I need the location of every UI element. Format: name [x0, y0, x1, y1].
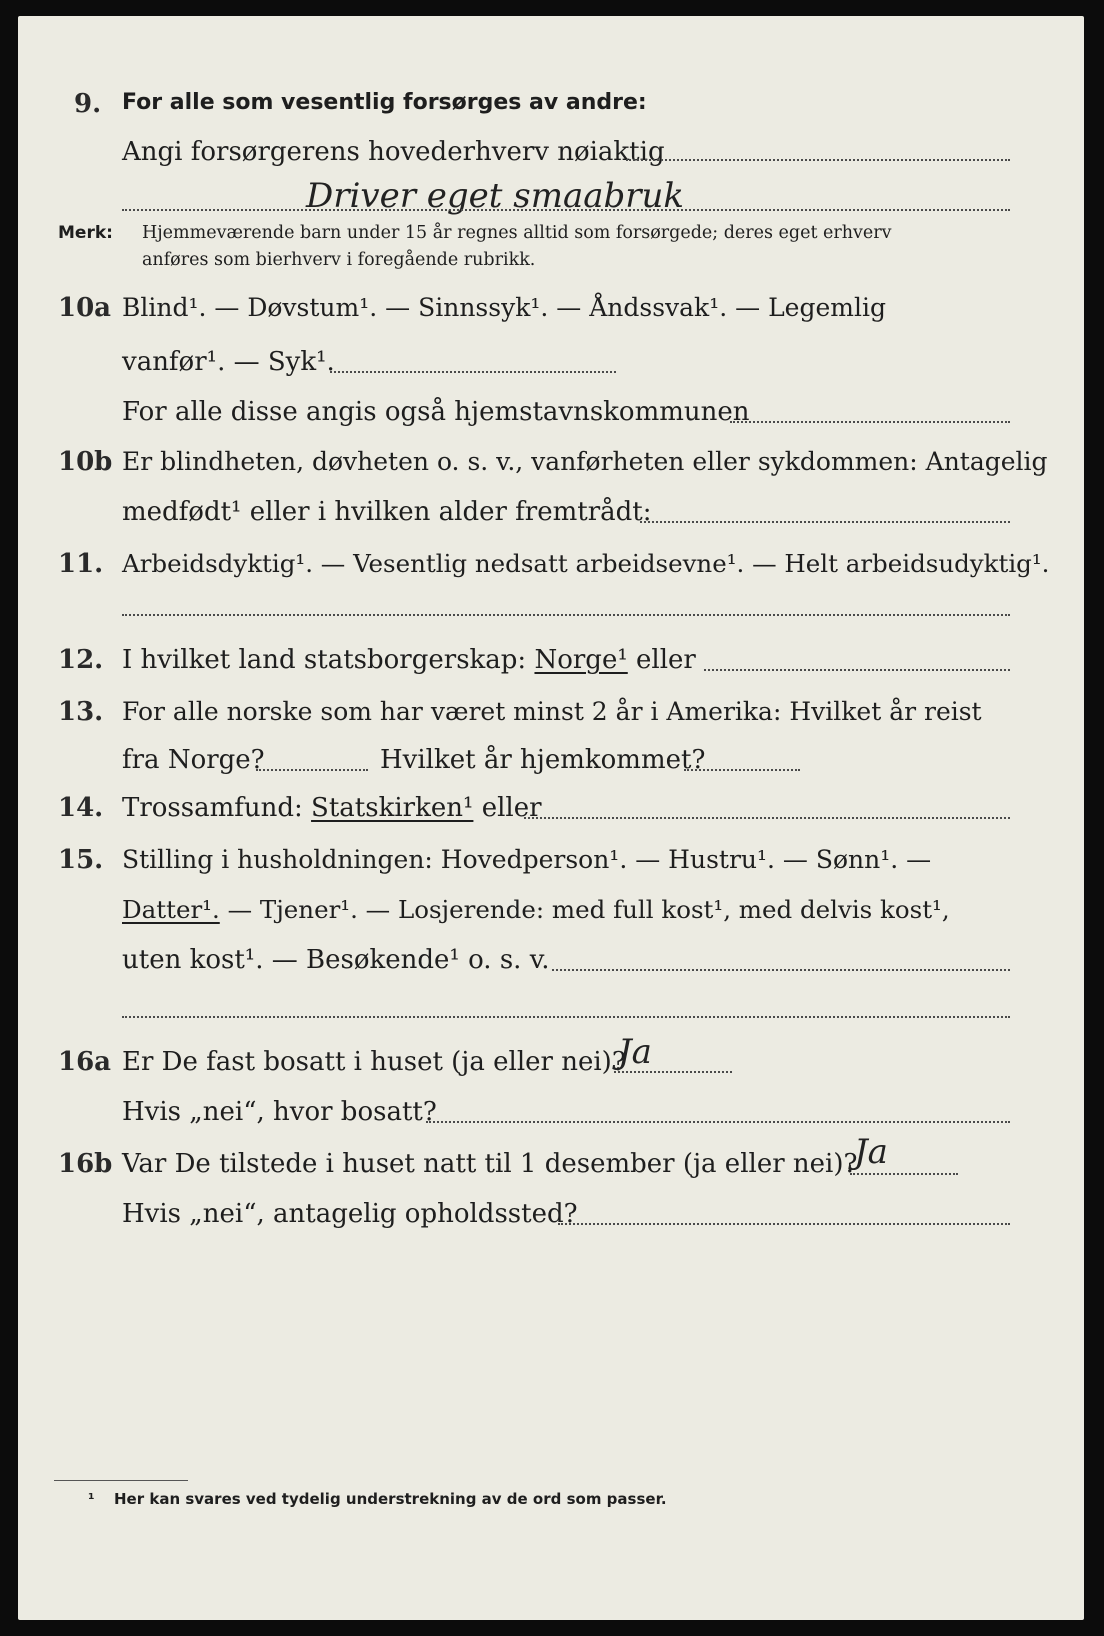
merk-text-line-1: Hjemmeværende barn under 15 år regnes alltid som forsørgede; deres eget erhverv [142, 223, 892, 243]
q10a-municipality-line[interactable] [730, 421, 1010, 423]
q9-handwritten-answer: Driver eget smaabruk [306, 176, 685, 216]
q16b-number: 16b [58, 1149, 113, 1179]
q15-underlined-answer: Datter¹. [122, 895, 220, 924]
q14-number: 14. [58, 793, 104, 823]
q9-number: 9. [74, 89, 102, 119]
q9-answer-line-1[interactable] [626, 159, 1010, 161]
q10a-line-1: Blind¹. — Døvstum¹. — Sinnssyk¹. — Åndssvak¹. — Legemlig [122, 293, 886, 322]
footnote-text: Her kan svares ved tydelig understrekning av de ord som passer. [114, 1490, 667, 1508]
merk-label: Merk: [58, 223, 113, 243]
q14-answer-line[interactable] [524, 817, 1010, 819]
q12-or: eller [636, 645, 696, 675]
q12-underlined-answer: Norge¹ [534, 645, 628, 675]
q15-answer-line-1[interactable] [552, 969, 1010, 971]
q12-number: 12. [58, 645, 104, 675]
q16a-handwritten-answer: Ja [618, 1032, 652, 1072]
q16a-line-1: Er De fast bosatt i huset (ja eller nei)? [122, 1047, 626, 1077]
q10a-line-3: For alle disse angis også hjemstavnskommunen [122, 397, 750, 427]
q13-line-1: For alle norske som har været minst 2 år i Amerika: Hvilket år reist [122, 697, 982, 726]
q16a-answer-line[interactable] [614, 1071, 732, 1073]
form-page [18, 16, 1084, 1620]
q10a-line-2: vanfør¹. — Syk¹. [122, 347, 335, 377]
q10b-line-1: Er blindheten, døvheten o. s. v., vanførheten eller sykdommen: Antagelig [122, 447, 1048, 476]
q9-prompt: Angi forsørgerens hovederhverv nøiaktig [122, 137, 665, 167]
q14-underlined-answer: Statskirken¹ [311, 793, 474, 823]
q11-answer-line[interactable] [122, 614, 1010, 616]
q10b-line-2: medfødt¹ eller i hvilken alder fremtrådt: [122, 497, 652, 527]
q13-prompt-departed: fra Norge? [122, 745, 265, 775]
q14-or: eller [481, 793, 542, 823]
q16b-line-2: Hvis „nei“, antagelig opholdssted? [122, 1199, 578, 1229]
q15-line-2-rest: — Tjener¹. — Losjerende: med full kost¹, med delvis kost¹, [227, 895, 950, 924]
q15-line-1: Stilling i husholdningen: Hovedperson¹. — Hustru¹. — Sønn¹. — [122, 845, 932, 874]
q16a-line-2: Hvis „nei“, hvor bosatt? [122, 1097, 437, 1127]
q11-line-1: Arbeidsdyktig¹. — Vesentlig nedsatt arbeidsevne¹. — Helt arbeidsudyktig¹. [122, 549, 1050, 578]
q9-answer-line-2[interactable] [122, 209, 1010, 211]
q15-answer-line-2[interactable] [122, 1016, 1010, 1018]
q15-line-2 [122, 894, 950, 926]
footnote-rule [54, 1480, 188, 1481]
q14-line [122, 792, 542, 824]
footnote-mark: ¹ [88, 1490, 95, 1508]
q12-line [122, 644, 696, 676]
q13-prompt-returned: Hvilket år hjemkommet? [380, 745, 706, 775]
q16b-answer-line[interactable] [850, 1173, 958, 1175]
q12-prompt: I hvilket land statsborgerskap: [122, 645, 527, 675]
q15-number: 15. [58, 845, 104, 875]
q15-line-3: uten kost¹. — Besøkende¹ o. s. v. [122, 945, 550, 975]
q16b-line-1: Var De tilstede i huset natt til 1 desember (ja eller nei)? [122, 1149, 858, 1179]
q12-answer-line[interactable] [704, 669, 1010, 671]
merk-text-line-2: anføres som bierhverv i foregående rubrikk. [142, 250, 536, 270]
q10a-number: 10a [58, 293, 112, 323]
q16b-whereabouts-line[interactable] [558, 1223, 1010, 1225]
q16a-number: 16a [58, 1047, 112, 1077]
q13-departed-line[interactable] [256, 769, 368, 771]
q14-prompt: Trossamfund: [122, 793, 303, 823]
q11-number: 11. [58, 549, 104, 579]
q16a-residence-line[interactable] [426, 1121, 1010, 1123]
q10b-answer-line[interactable] [640, 521, 1010, 523]
q10a-answer-line[interactable] [330, 371, 616, 373]
q10b-number: 10b [58, 447, 113, 477]
q9-heading: For alle som vesentlig forsørges av andre: [122, 90, 647, 115]
q13-returned-line[interactable] [684, 769, 800, 771]
q16b-handwritten-answer: Ja [854, 1132, 888, 1172]
q13-number: 13. [58, 697, 104, 727]
